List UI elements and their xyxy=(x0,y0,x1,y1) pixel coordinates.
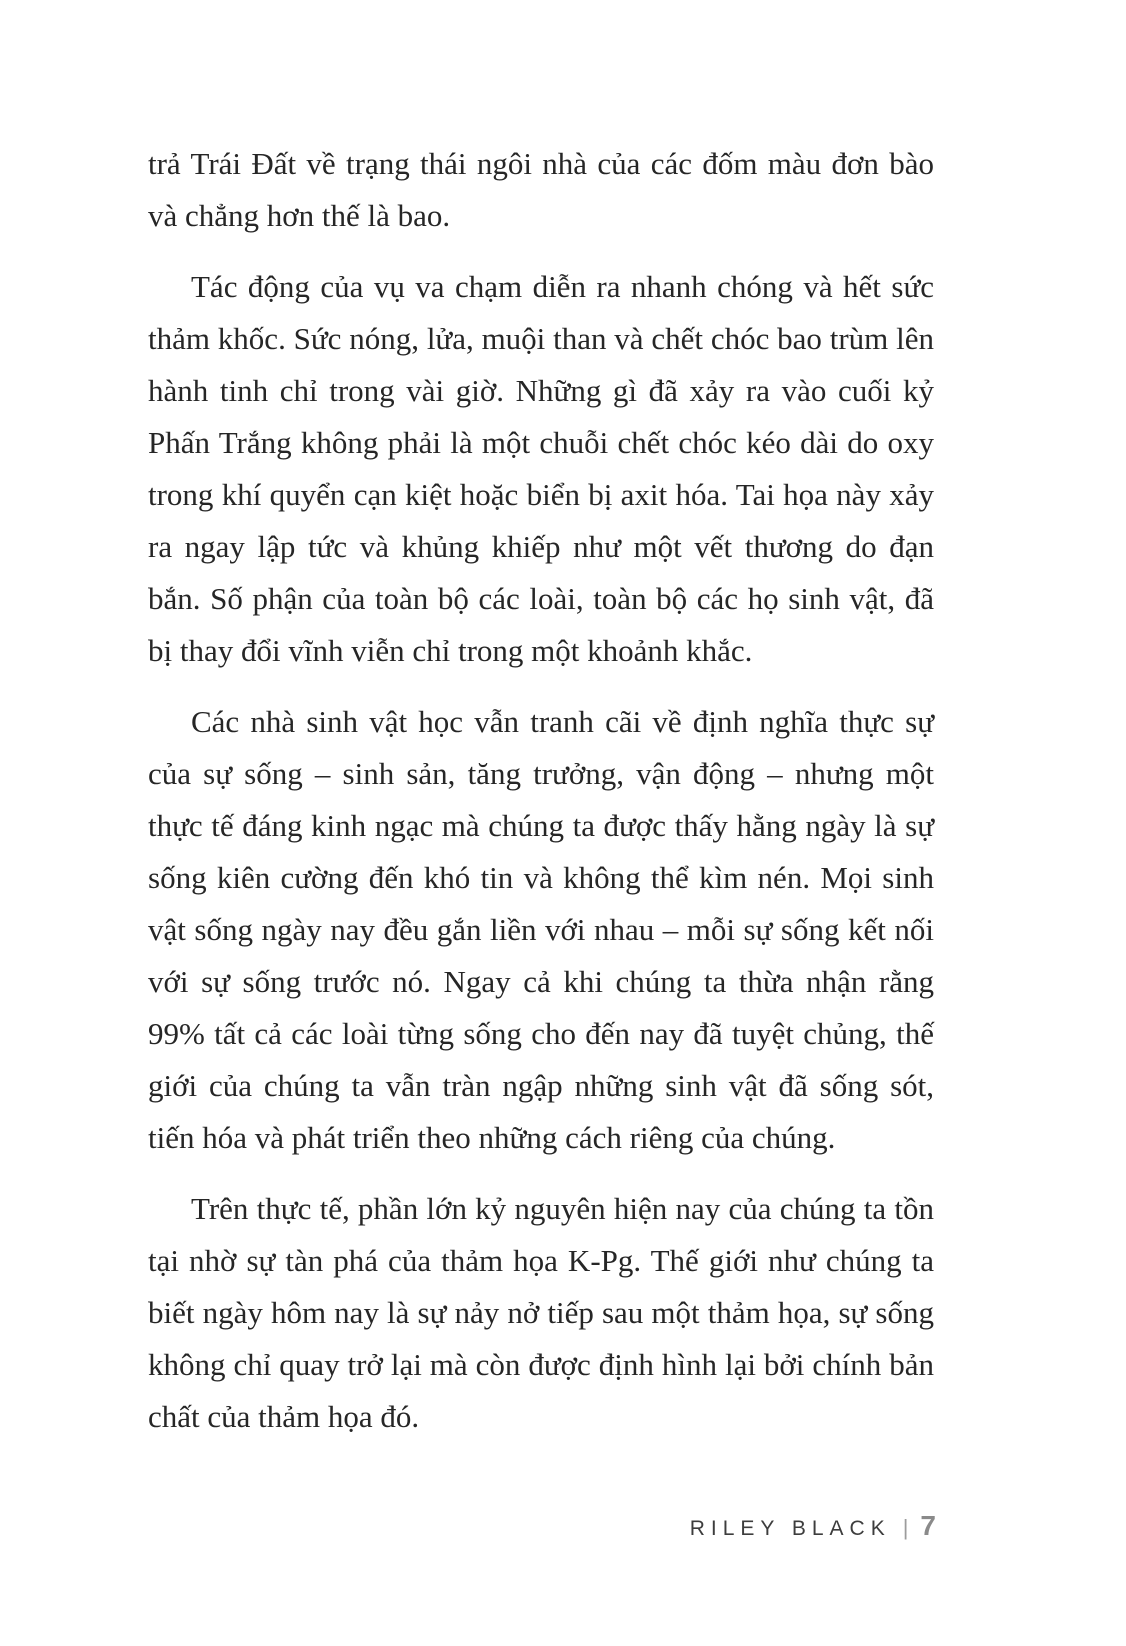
footer-separator: | xyxy=(902,1515,909,1540)
paragraph: Các nhà sinh vật học vẫn tranh cãi về định nghĩa thực sự của sự sống – sinh sản, tăng trưởng, vận động – nhưng một thực tế đáng kinh ngạc mà chúng ta được thấy hằng ngày là sự sống kiên cường đến khó tin và không thể kìm nén. Mọi sinh vật sống ngày nay đều gắn liền với nhau – mỗi sự sống kết nối với sự sống trước nó. Ngay cả khi chúng ta thừa nhận rằng 99% tất cả các loài từng sống cho đến nay đã tuyệt chủng, thế giới của chúng ta vẫn tràn ngập những sinh vật đã sống sót, tiến hóa và phát triển theo những cách riêng của chúng. xyxy=(148,704,934,1155)
paragraph: Trên thực tế, phần lớn kỷ nguyên hiện nay của chúng ta tồn tại nhờ sự tàn phá của thảm họa K-Pg. Thế giới như chúng ta biết ngày hôm nay là sự nảy nở tiếp sau một thảm họa, sự sống không chỉ quay trở lại mà còn được định hình lại bởi chính bản chất của thảm họa đó. xyxy=(148,1191,934,1434)
page-footer xyxy=(690,1510,936,1542)
paragraph-continuation: trả Trái Đất về trạng thái ngôi nhà của các đốm màu đơn bào và chẳng hơn thế là bao. xyxy=(148,146,934,233)
footer-page-number: 7 xyxy=(920,1510,936,1541)
body-text xyxy=(148,138,934,1462)
footer-author-name: RILEY BLACK xyxy=(689,1517,891,1540)
paragraph: Tác động của vụ va chạm diễn ra nhanh chóng và hết sức thảm khốc. Sức nóng, lửa, muội than và chết chóc bao trùm lên hành tinh chỉ trong vài giờ. Những gì đã xảy ra vào cuối kỷ Phấn Trắng không phải là một chuỗi chết chóc kéo dài do oxy trong khí quyển cạn kiệt hoặc biển bị axit hóa. Tai họa này xảy ra ngay lập tức và khủng khiếp như một vết thương do đạn bắn. Số phận của toàn bộ các loài, toàn bộ các họ sinh vật, đã bị thay đổi vĩnh viễn chỉ trong một khoảnh khắc. xyxy=(148,269,934,668)
